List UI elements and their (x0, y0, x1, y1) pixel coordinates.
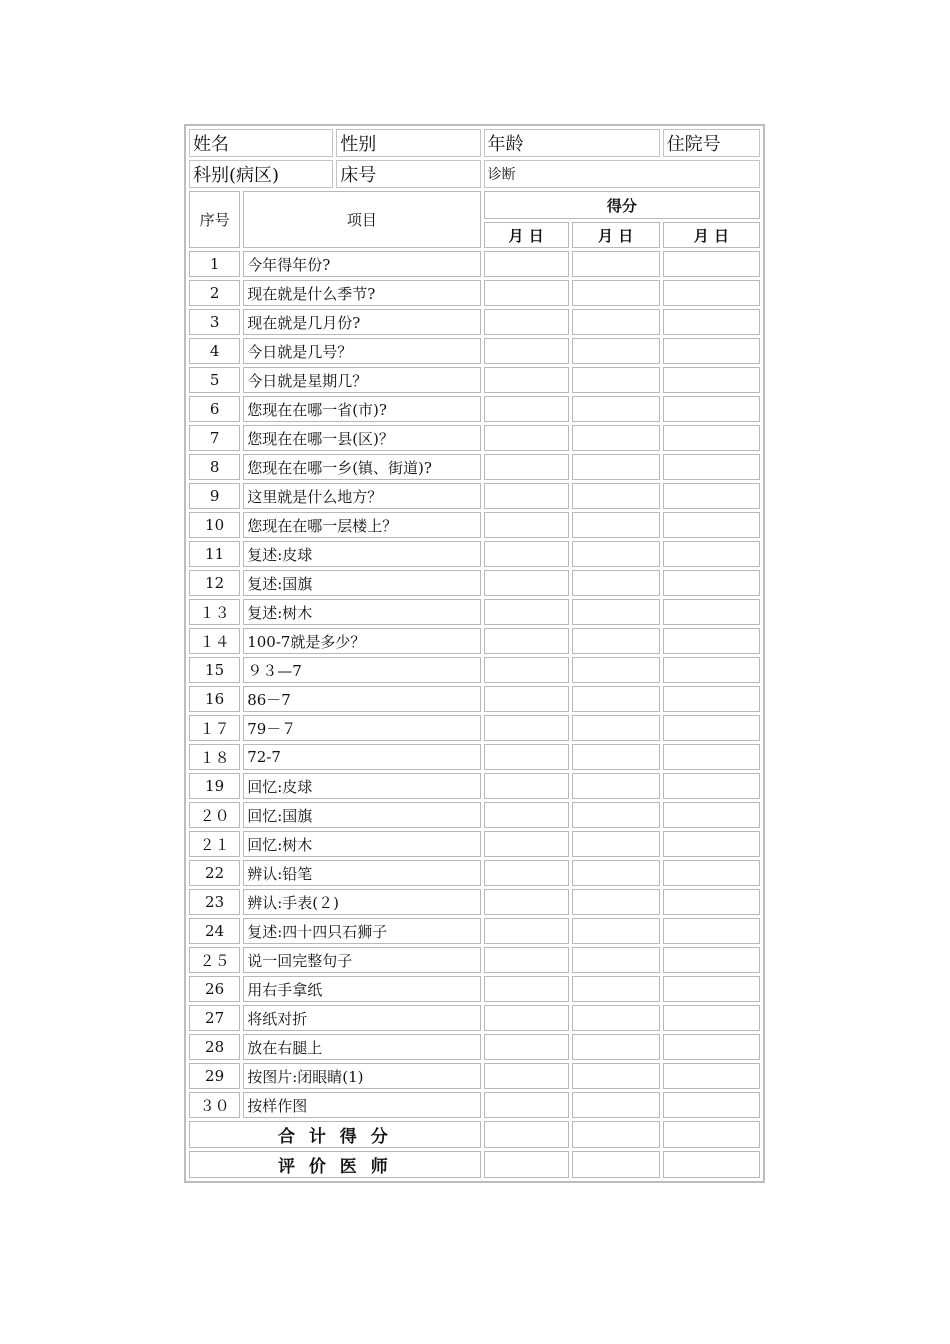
score-cell[interactable] (484, 802, 569, 828)
item-number: 7 (189, 425, 240, 451)
score-cell[interactable] (663, 657, 760, 683)
table-row (189, 599, 760, 625)
score-cell[interactable] (572, 309, 660, 335)
item-column-header: 项目 (243, 191, 480, 248)
score-cell[interactable] (484, 628, 569, 654)
table-row (189, 860, 760, 886)
score-cell[interactable] (663, 889, 760, 915)
score-cell[interactable] (663, 280, 760, 306)
score-cell[interactable] (572, 773, 660, 799)
item-rows (189, 251, 760, 1118)
score-cell[interactable] (663, 686, 760, 712)
table-row (189, 1063, 760, 1089)
item-question: 回忆:国旗 (243, 802, 480, 828)
item-number: 11 (189, 541, 240, 567)
item-question: 复述:四十四只石狮子 (243, 918, 480, 944)
evaluating-doctor-label: 评 价 医 师 (189, 1151, 481, 1178)
department-field[interactable]: 科别(病区) (189, 160, 333, 188)
score-cell[interactable] (572, 976, 660, 1002)
score-cell[interactable] (484, 686, 569, 712)
doctor-signature-cell[interactable] (484, 1151, 569, 1178)
score-cell[interactable] (572, 512, 660, 538)
item-question: 说一回完整句子 (243, 947, 480, 973)
score-cell[interactable] (663, 1005, 760, 1031)
item-number: 5 (189, 367, 240, 393)
score-cell[interactable] (484, 860, 569, 886)
item-number: 24 (189, 918, 240, 944)
name-field[interactable]: 姓名 (189, 129, 333, 157)
item-number: 8 (189, 454, 240, 480)
total-score-row (189, 1121, 760, 1148)
item-question: 复述:皮球 (243, 541, 480, 567)
score-cell[interactable] (663, 918, 760, 944)
item-number: １７ (189, 715, 240, 741)
score-cell[interactable] (484, 831, 569, 857)
score-cell[interactable] (663, 425, 760, 451)
score-cell[interactable] (663, 599, 760, 625)
item-question: 今年得年份? (243, 251, 480, 277)
item-question: 用右手拿纸 (243, 976, 480, 1002)
score-cell[interactable] (663, 976, 760, 1002)
item-number: 16 (189, 686, 240, 712)
item-number: １３ (189, 599, 240, 625)
score-cell[interactable] (484, 541, 569, 567)
table-row (189, 483, 760, 509)
table-row (189, 773, 760, 799)
table-row (189, 1005, 760, 1031)
item-number: 4 (189, 338, 240, 364)
score-cell[interactable] (484, 425, 569, 451)
score-cell[interactable] (663, 251, 760, 277)
table-row (189, 976, 760, 1002)
score-cell[interactable] (484, 1063, 569, 1089)
table-row (189, 541, 760, 567)
score-cell[interactable] (572, 338, 660, 364)
score-cell[interactable] (484, 947, 569, 973)
score-cell[interactable] (484, 599, 569, 625)
score-cell[interactable] (484, 889, 569, 915)
sex-field[interactable]: 性别 (336, 129, 480, 157)
score-cell[interactable] (572, 686, 660, 712)
evaluating-doctor-row (189, 1151, 760, 1178)
item-question: 72-7 (243, 744, 480, 770)
bed-field[interactable]: 床号 (336, 160, 480, 188)
score-cell[interactable] (572, 483, 660, 509)
score-cell[interactable] (572, 541, 660, 567)
seq-column-header: 序号 (189, 191, 240, 248)
item-number: 10 (189, 512, 240, 538)
score-cell[interactable] (572, 657, 660, 683)
score-cell[interactable] (663, 947, 760, 973)
item-number: 22 (189, 860, 240, 886)
patient-info-row-1 (189, 129, 760, 157)
score-cell[interactable] (484, 1005, 569, 1031)
table-row (189, 512, 760, 538)
item-question: 辨认:手表(２) (243, 889, 480, 915)
score-cell[interactable] (484, 396, 569, 422)
table-row (189, 396, 760, 422)
item-question: 今日就是几号？ (243, 338, 480, 364)
score-cell[interactable] (572, 628, 660, 654)
item-number: 29 (189, 1063, 240, 1089)
table-row (189, 1092, 760, 1118)
score-cell[interactable] (484, 367, 569, 393)
item-number: 23 (189, 889, 240, 915)
item-question: 复述:国旗 (243, 570, 480, 596)
score-cell[interactable] (572, 425, 660, 451)
table-row (189, 251, 760, 277)
inpatient-no-field[interactable]: 住院号 (663, 129, 760, 157)
table-row (189, 744, 760, 770)
score-cell[interactable] (572, 889, 660, 915)
date-header-3: 月 日 (663, 222, 760, 248)
item-question: 现在就是什么季节? (243, 280, 480, 306)
item-number: 12 (189, 570, 240, 596)
score-cell[interactable] (663, 773, 760, 799)
age-field[interactable]: 年龄 (484, 129, 660, 157)
score-cell[interactable] (663, 483, 760, 509)
diagnosis-field[interactable]: 诊断 (484, 160, 760, 188)
table-row (189, 309, 760, 335)
score-cell[interactable] (663, 570, 760, 596)
item-question: 放在右腿上 (243, 1034, 480, 1060)
item-question: 复述:树木 (243, 599, 480, 625)
score-cell[interactable] (663, 454, 760, 480)
item-question: 回忆:皮球 (243, 773, 480, 799)
table-row (189, 715, 760, 741)
item-question: 这里就是什么地方？ (243, 483, 480, 509)
column-header-row-1 (189, 191, 760, 219)
item-question: 今日就是星期几？ (243, 367, 480, 393)
item-number: １４ (189, 628, 240, 654)
score-cell[interactable] (663, 309, 760, 335)
score-cell[interactable] (663, 802, 760, 828)
total-score-label: 合 计 得 分 (189, 1121, 481, 1148)
score-cell[interactable] (484, 338, 569, 364)
item-number: 15 (189, 657, 240, 683)
item-question: 将纸对折 (243, 1005, 480, 1031)
item-number: 27 (189, 1005, 240, 1031)
item-question: 79－７ (243, 715, 480, 741)
item-question: 您现在在哪一乡(镇、街道)? (243, 454, 480, 480)
score-cell[interactable] (663, 860, 760, 886)
item-question: 您现在在哪一县(区)？ (243, 425, 480, 451)
score-cell[interactable] (572, 367, 660, 393)
table-row (189, 570, 760, 596)
item-question: 86－7 (243, 686, 480, 712)
table-row (189, 628, 760, 654)
score-cell[interactable] (572, 1034, 660, 1060)
score-cell[interactable] (663, 512, 760, 538)
score-cell[interactable] (484, 1034, 569, 1060)
score-cell[interactable] (484, 976, 569, 1002)
total-score-cell[interactable] (663, 1121, 760, 1148)
score-cell[interactable] (484, 251, 569, 277)
doctor-signature-cell[interactable] (663, 1151, 760, 1178)
score-cell[interactable] (663, 1092, 760, 1118)
item-number: ２０ (189, 802, 240, 828)
assessment-form (184, 124, 765, 1183)
score-cell[interactable] (663, 1034, 760, 1060)
item-number: １８ (189, 744, 240, 770)
item-number: 19 (189, 773, 240, 799)
item-question: 现在就是几月份? (243, 309, 480, 335)
score-cell[interactable] (572, 396, 660, 422)
item-question: 100-7就是多少？ (243, 628, 480, 654)
score-cell[interactable] (663, 744, 760, 770)
score-cell[interactable] (572, 280, 660, 306)
table-row (189, 454, 760, 480)
item-question: 回忆:树木 (243, 831, 480, 857)
score-cell[interactable] (484, 570, 569, 596)
score-cell[interactable] (663, 831, 760, 857)
table-row (189, 918, 760, 944)
table-row (189, 280, 760, 306)
item-number: ２１ (189, 831, 240, 857)
score-cell[interactable] (484, 657, 569, 683)
item-number: 3 (189, 309, 240, 335)
score-column-header: 得分 (484, 191, 760, 219)
score-cell[interactable] (663, 541, 760, 567)
item-question: 按样作图 (243, 1092, 480, 1118)
item-number: 2 (189, 280, 240, 306)
score-cell[interactable] (572, 947, 660, 973)
doctor-signature-cell[interactable] (572, 1151, 660, 1178)
score-cell[interactable] (572, 1092, 660, 1118)
item-question: 辨认:铅笔 (243, 860, 480, 886)
score-cell[interactable] (572, 918, 660, 944)
score-cell[interactable] (484, 918, 569, 944)
score-cell[interactable] (572, 1063, 660, 1089)
score-cell[interactable] (484, 744, 569, 770)
table-row (189, 889, 760, 915)
item-number: ２５ (189, 947, 240, 973)
item-number: 9 (189, 483, 240, 509)
score-cell[interactable] (572, 599, 660, 625)
score-cell[interactable] (572, 251, 660, 277)
table-row (189, 1034, 760, 1060)
date-header-1: 月 日 (484, 222, 569, 248)
total-score-cell[interactable] (572, 1121, 660, 1148)
score-cell[interactable] (663, 1063, 760, 1089)
score-cell[interactable] (484, 309, 569, 335)
score-cell[interactable] (572, 454, 660, 480)
score-cell[interactable] (572, 831, 660, 857)
patient-info-row-2 (189, 160, 760, 188)
score-cell[interactable] (663, 715, 760, 741)
score-cell[interactable] (663, 338, 760, 364)
item-question: ９３—7 (243, 657, 480, 683)
score-cell[interactable] (663, 396, 760, 422)
score-cell[interactable] (572, 744, 660, 770)
item-question: 您现在在哪一省(市)? (243, 396, 480, 422)
date-header-2: 月 日 (572, 222, 660, 248)
score-cell[interactable] (663, 367, 760, 393)
table-row (189, 657, 760, 683)
item-number: 6 (189, 396, 240, 422)
item-number: ３０ (189, 1092, 240, 1118)
item-number: 1 (189, 251, 240, 277)
table-row (189, 831, 760, 857)
score-cell[interactable] (484, 1092, 569, 1118)
score-cell[interactable] (484, 715, 569, 741)
table-row (189, 338, 760, 364)
item-number: 28 (189, 1034, 240, 1060)
table-row (189, 947, 760, 973)
score-cell[interactable] (572, 1005, 660, 1031)
table-row (189, 802, 760, 828)
score-cell[interactable] (484, 280, 569, 306)
score-cell[interactable] (663, 628, 760, 654)
score-cell[interactable] (484, 512, 569, 538)
table-row (189, 686, 760, 712)
item-question: 您现在在哪一层楼上？ (243, 512, 480, 538)
score-cell[interactable] (572, 802, 660, 828)
score-cell[interactable] (484, 454, 569, 480)
item-number: 26 (189, 976, 240, 1002)
item-question: 按图片:闭眼睛(1) (243, 1063, 480, 1089)
score-cell[interactable] (484, 773, 569, 799)
table-row (189, 425, 760, 451)
table-row (189, 367, 760, 393)
score-cell[interactable] (572, 715, 660, 741)
score-cell[interactable] (484, 483, 569, 509)
form-table (186, 126, 763, 1181)
score-cell[interactable] (572, 860, 660, 886)
score-cell[interactable] (572, 570, 660, 596)
total-score-cell[interactable] (484, 1121, 569, 1148)
